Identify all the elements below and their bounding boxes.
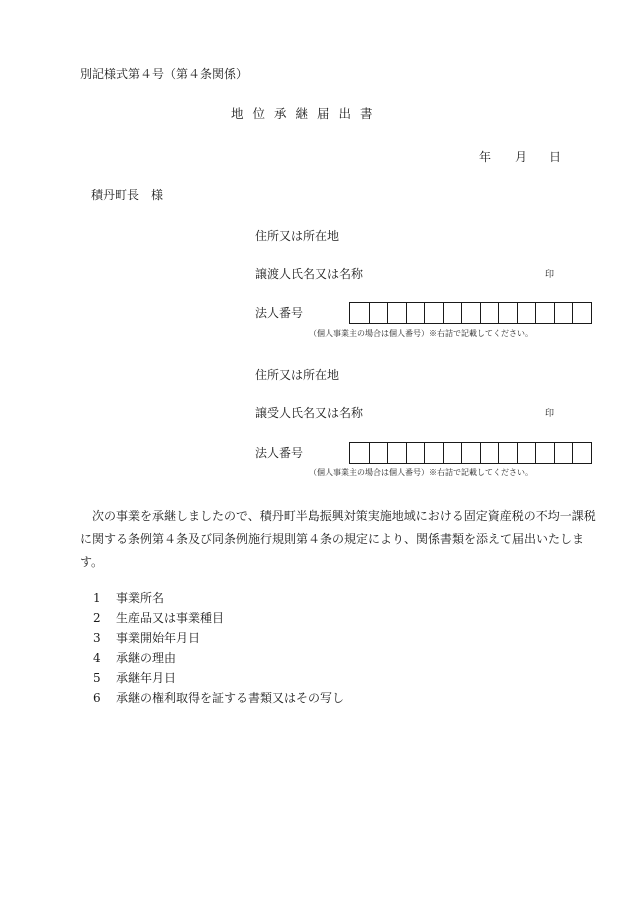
corp-digit-box[interactable]	[350, 303, 369, 323]
corp-digit-box[interactable]	[369, 303, 388, 323]
list-item	[93, 668, 344, 688]
declaration-text	[80, 505, 600, 574]
corp-digit-box[interactable]	[517, 443, 536, 463]
date-line	[479, 151, 561, 163]
date-month: 月	[515, 150, 528, 164]
corp-digit-box[interactable]	[461, 443, 480, 463]
list-item	[93, 688, 344, 708]
corp-digit-box[interactable]	[387, 443, 406, 463]
item-text: 承継年月日	[116, 671, 177, 685]
item-number: 6	[93, 691, 101, 705]
list-item	[93, 588, 344, 608]
date-day: 日	[549, 150, 562, 164]
corp-digit-box[interactable]	[572, 443, 591, 463]
transferor-address-label: 住所又は所在地	[255, 229, 340, 243]
item-text: 事業所名	[116, 591, 165, 605]
corp-digit-box[interactable]	[480, 443, 499, 463]
transferor-name-label: 譲渡人氏名又は名称	[255, 267, 364, 281]
corp-digit-box[interactable]	[572, 303, 591, 323]
corp-digit-box[interactable]	[369, 443, 388, 463]
transferor-seal: 印	[545, 270, 555, 280]
list-item	[93, 648, 344, 668]
item-number: 1	[93, 591, 101, 605]
item-number: 4	[93, 651, 101, 665]
list-item	[93, 628, 344, 648]
corp-digit-box[interactable]	[480, 303, 499, 323]
corp-digit-box[interactable]	[424, 443, 443, 463]
corp-digit-box[interactable]	[517, 303, 536, 323]
addressee: 積丹町長 様	[91, 188, 164, 202]
corp-digit-box[interactable]	[535, 443, 554, 463]
corp-digit-box[interactable]	[350, 443, 369, 463]
item-list	[93, 588, 344, 708]
item-number: 3	[93, 631, 101, 645]
transferor-corp-note: （個人事業主の場合は個人番号）※右詰で記載してください。	[309, 329, 533, 338]
corp-digit-box[interactable]	[387, 303, 406, 323]
transferee-corp-note: （個人事業主の場合は個人番号）※右詰で記載してください。	[309, 468, 533, 477]
corp-digit-box[interactable]	[535, 303, 554, 323]
corp-digit-box[interactable]	[443, 443, 462, 463]
corp-digit-box[interactable]	[424, 303, 443, 323]
declaration-line-2: に関する条例第４条及び同条例施行規則第４条の規定により、関係書類を添えて届出いたします。	[80, 532, 585, 569]
form-reference: 別記様式第４号（第４条関係）	[80, 67, 249, 81]
item-text: 承継の理由	[116, 651, 177, 665]
corp-digit-box[interactable]	[406, 443, 425, 463]
transferee-name-label: 譲受人氏名又は名称	[255, 406, 364, 420]
corp-digit-box[interactable]	[498, 303, 517, 323]
item-text: 事業開始年月日	[116, 631, 201, 645]
transferee-corp-label: 法人番号	[255, 446, 304, 460]
item-text: 生産品又は事業種目	[116, 611, 225, 625]
corp-digit-box[interactable]	[406, 303, 425, 323]
list-item	[93, 608, 344, 628]
corp-digit-box[interactable]	[461, 303, 480, 323]
item-number: 2	[93, 611, 101, 625]
corp-digit-box[interactable]	[554, 443, 573, 463]
corp-digit-box[interactable]	[554, 303, 573, 323]
transferee-corp-number-grid[interactable]	[349, 442, 592, 464]
transferor-corp-number-grid[interactable]	[349, 302, 592, 324]
transferee-seal: 印	[545, 409, 555, 419]
page-title: 地位承継届出書	[231, 106, 382, 121]
corp-digit-box[interactable]	[498, 443, 517, 463]
date-year: 年	[479, 150, 492, 164]
transferee-address-label: 住所又は所在地	[255, 368, 340, 382]
item-text: 承継の権利取得を証する書類又はその写し	[116, 691, 345, 705]
corp-digit-box[interactable]	[443, 303, 462, 323]
transferor-corp-label: 法人番号	[255, 306, 304, 320]
item-number: 5	[93, 671, 101, 685]
declaration-line-1: 次の事業を承継しましたので、積丹町半島振興対策実施地域における固定資産税の不均一課税	[92, 509, 596, 523]
